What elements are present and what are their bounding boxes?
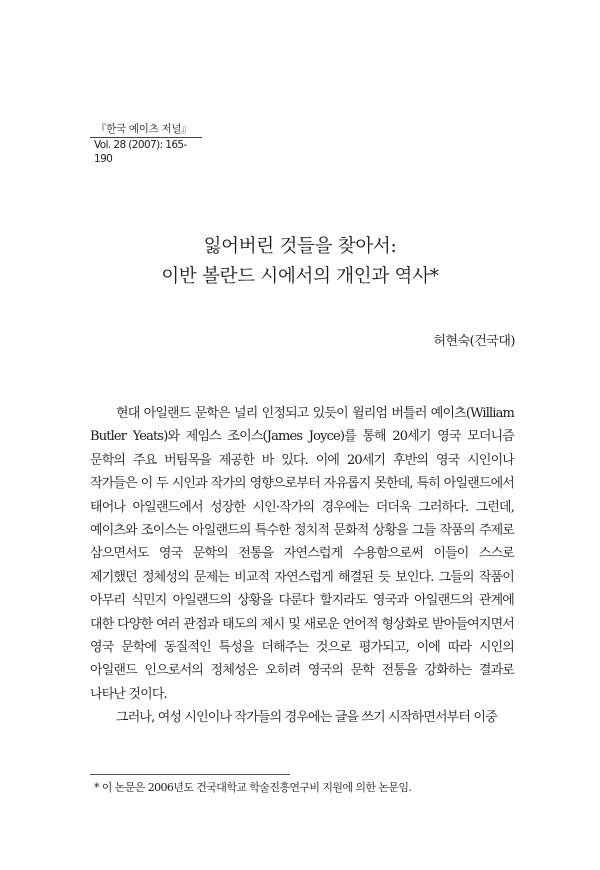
paper-title (0, 232, 600, 292)
author-affiliation: 허현숙(건국대) (433, 334, 515, 349)
paragraph: 그러나, 여성 시인이나 작가들의 경우에는 글을 쓰기 시작하면서부터 이중 (116, 710, 497, 726)
paragraph: 현대 아일랜드 문학은 널리 인정되고 있듯이 윌리엄 버틀러 예이츠(William Butler Yeats)와 제임스 조이스(James Joyce)를 통해 20세기 영국 모더니즘 문학의 주요 버팀목을 제공한 바 있다. 이에 20세기 후반의 영국 시인이나 작가들은 이 두 시인과 작가의 영향으로부터 자유롭지 못한데, 특히 아일랜드에서 태어나 아일랜드에서 성장한 시인·작가의 경우에는 더더욱 그러하다. 그런데, 예이츠와 조이스는 아일랜드의 특수한 정치적 문화적 상황을 그들 작품의 주제로 삼으면서도 영국 문학의 전통을 자연스럽게 수용함으로써 이들이 스스로 제기했던 정체성의 문제는 비교적 자연스럽게 해결된 듯 보인다. 그들의 작품이 아무리 식민지 아일랜드의 상황을 다룬다 할지라도 영국과 아일랜드의 관계에 대한 다양한 여러 관점과 태도의 제시 및 새로운 언어적 형상화로 받아들여지면서 영국 문학에 동질적인 특성을 더해주는 것으로 평가되고, 이에 따라 시인의 아일랜드 인으로서의 정체성은 오히려 영국의 문학 전통을 강화하는 결과로 나타난 것이다. (90, 406, 514, 702)
journal-name: 『한국 예이츠 저널』 (90, 122, 202, 138)
volume-info: Vol. 28 (2007): 165-190 (94, 139, 187, 165)
title-line-2: 이반 볼란드 시에서의 개인과 역사* (161, 266, 439, 287)
footnote-divider (90, 774, 290, 775)
title-line-1: 잃어버린 것들을 찾아서: (203, 236, 397, 257)
body-text (90, 402, 514, 730)
footnote: * 이 논문은 2006년도 건국대학교 학술진흥연구비 지원에 의한 논문임. (94, 781, 412, 794)
journal-header (90, 122, 202, 166)
